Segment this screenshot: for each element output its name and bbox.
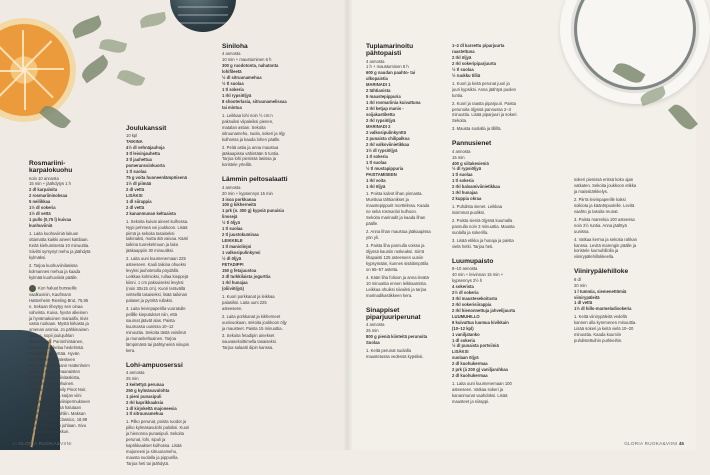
recipe-column-4 — [366, 43, 432, 368]
recipe-viinirypale — [574, 268, 640, 344]
recipe-sinappiset — [366, 307, 432, 360]
ingredient: 1 rkl rypsiöljyä — [222, 92, 252, 98]
ingredient: 1 valkosipulinkynsi — [222, 250, 261, 256]
ingredient: 2 rkl hienonnettuja jahvelijuurta — [452, 307, 516, 313]
recipe-step: 2. Laita porkkanat ja kikherneet uunivuokaan, sekoita joukkoon öljy ja mausteet. Paista 15 minuuttia. — [222, 313, 287, 331]
ingredient: 1 tl sokeria — [452, 178, 474, 184]
ingredient: 1 dl kirjokeltä majoneesia — [126, 405, 177, 411]
recipe-title: Viinirypälehilloke — [574, 268, 629, 276]
ingredient: 2 rkl valkoviinietikkaa — [366, 141, 410, 147]
ingredient: ½ tl mustapippuria — [366, 165, 404, 171]
ingredient: Suolaa — [366, 340, 380, 346]
recipe-step: 2. Peitä astia ja anna maustua jääkaapissa vähintään 6 tuntia. Tarjoa lohi pienissä lasissa ja koristele yrteillä. — [222, 144, 280, 168]
recipe-step: 4. Vatkaa kerma ja sekoita rahkan kanssa. Levitä marengin päälle ja koristele luumuhillolla ja viinirypälehillokkeella. — [574, 236, 638, 260]
ingredient: 3 rkl maustesekoitusta — [452, 295, 498, 301]
ingredient: 2 dl vettä — [126, 186, 145, 192]
recipe-step: 1. Poista kalvot lihan pinnasta. Murskaa tähtianikset ja maustepippurit morttelissa. Kaada ne sekä rosmariini kulhoon. Sekoita marinadit ja kaada lihan päälle. — [366, 191, 430, 227]
recipe-time: 25 min — [126, 375, 139, 381]
recipe-title: Luumupaisto — [452, 257, 494, 265]
ingredient: ½ tl öljyä — [222, 220, 240, 226]
ingredient: 4 sokerista — [452, 283, 474, 289]
ingredient: 2 tähtianista — [366, 88, 391, 94]
ingredient: 2 dl vettä — [126, 204, 145, 210]
ingredient: 1 tl sokeria — [222, 86, 244, 92]
ingredient: 100 g kikherneitä — [222, 202, 256, 208]
ingredient: 1½ dl rypsiöljyä — [366, 147, 398, 153]
ingredient: 2 rkl sokerisiirappia — [452, 301, 492, 307]
ingredient: 1½ dl hillo-marmeladisokeria — [574, 306, 632, 312]
recipe-title: Tuplamarinoitu pähtopaisti — [366, 43, 414, 58]
recipe-step: 1. Pilko perunat, poista ruodot ja pilko kylmäsavulohi paloiksi. Kuori ja hienonna punasipuli. Sekoita perunat, lohi, sipuli ja kaprikkaakset kulhossa. Lisää majoneesi ja sitruunamehu, mausta suolalla ja pippurilla. Tarjoa heti tai jäähdytä. — [126, 419, 190, 467]
magazine-name-right: GLORIA RUOKA&VIINI — [624, 441, 678, 446]
recipe-luumupaisto-continued — [574, 177, 640, 260]
recipe-step: 2. Laita uuni kuumenemaan 225 asteeseen. Kauli taikina ohueksi levyksi jauhotetulla pöydällä. Leikkaa kolmioksi, rullaa kieppejä kiinni. 1 cm paksuiseksi levyksi (noin 30x15 cm). Kuori terävällä veitsellä tasaiseksi, lisää taikinan palaset ja pyöritä rullaksi. — [126, 256, 189, 303]
ingredient: (oliiviöljyä) — [222, 285, 244, 291]
recipe-step: 3. Paista marenkia 100 asteessa noin 2½ tuntia. Anna jäähtyä uunissa. — [574, 216, 635, 234]
recipe-serves: 8–10 annosta — [452, 266, 478, 272]
recipe-title: Rosmariini-karpalokuohu — [29, 160, 73, 175]
recipe-rosmariini — [29, 160, 91, 435]
ingredient-group: LUUMUHILLO — [452, 313, 480, 319]
recipe-step: 2. Anna lihan maustua jääkaapissa yön yli. — [366, 229, 431, 241]
ingredient: 300 g ruodotonta, nahatonta lohifileetä — [222, 63, 279, 75]
recipe-step: 2. Paista sieniä öljyssä kuumalla pannulla noin 3 minuuttia. Mausta suolalla ja sokerilla. — [452, 218, 515, 235]
ingredient: 1 tl sokeria — [366, 153, 388, 159]
ingredient-group: LISÄKSI — [126, 192, 143, 198]
recipe-piparjuuri-continued — [452, 43, 518, 132]
ingredient: ½ dl öljyä — [222, 256, 242, 262]
wine-tip-text: Kun haluat bursseille vaalkuvinin, Kaufmann Hattenheim Riesling Brut, 75,95 e, Sekaan tiheytyy sen oinaa vahvinta. Kuiva, hyvän alkeinen ja hyvämakuinen maraalfa, tiivis vasta ruokaan. Mystä kirkasta ja omenan aromia. Jo pähkinainen makua, sopii joulujuhlan kuohuntaan. Paroinhintainen, kotielu ja sukkelaa hedelmää. Viihdyttää ja viettää. Hyvän kivaleskeen, kivaleskeen kunnossa Kaufmann Hattenheim Riesling Brut, kanaanaisten lääkeksi Mystä viinitaskista, konsumenttinkuohuinen. Erinomainen Family Pinot Noir, 18,90 e, on upea sarjan viini vaniljalisin, punaviinipermukseen kun juhlapöydässä halutaan vivahteikkuutta juhliin. Maksan Antinori Chianti Classico, 18,99 e, on kokonainen juhlaan. Sivu on kuohuviiniherkkun. — [29, 285, 90, 434]
ingredient: 3 keitettyä perunaa — [126, 381, 164, 387]
recipe-title: Pannusienet — [452, 140, 492, 148]
recipe-time: 10 min + maustuminen 6 h — [222, 57, 272, 63]
ingredient: 1½ dl vettä — [29, 211, 51, 217]
ingredient: 2 dl kuohukermaa — [452, 373, 488, 379]
recipe-step: 3. Lisää etikka ja hunaja ja paista vielä hetki. Tarjoa heti. — [452, 237, 514, 249]
ingredient: 2 rkl ketjap manis -soijakastiketta — [366, 106, 404, 118]
ingredient: 1 pieni punasipuli — [126, 393, 162, 399]
recipe-title: Lohi-ampuoserssi — [126, 361, 183, 369]
ingredient-group: LEIKKELE — [222, 238, 243, 244]
recipe-time: 15 min — [452, 154, 465, 160]
ingredient: 800 g pieniä kiinteitä perunoita — [366, 334, 428, 340]
folio-right — [624, 441, 684, 446]
recipe-tuplamarinoitu — [366, 43, 432, 299]
magazine-name-left: GLORIA RUOKA&VIINI — [18, 441, 72, 446]
recipe-serves: 4 annosta — [366, 322, 385, 328]
recipe-title: Joulukanssit — [126, 125, 167, 132]
ingredient: 2 tl juustokuminaa — [222, 232, 259, 238]
ingredient: 1 rkl rosmariinia kuivattuna — [366, 100, 421, 106]
ingredient: 2 punaista chilipalkoa — [366, 135, 410, 141]
recipe-serves: 4 annosta — [452, 148, 471, 154]
ingredient: ½ dl rypsiöljyä — [452, 166, 482, 172]
ingredient: 4½ dl vehnäjauhoja — [126, 145, 165, 151]
recipe-step: 2. Kuori ja raasta piparjuuri. Paista perunoita öljyssä pannussa 2–3 minuuttia. Lisää piparjuuri ja sokeri. Sekoita. — [452, 100, 518, 124]
recipe-step: 1. Keitä viinirypäleitä vedellä kannen alla kymmenen minuuttia. Lisää sokeri ja keitä vielä 10–20 minuuttia. Kaada kuumiin puhdistettuihin purkkeihin. — [574, 314, 637, 344]
ingredient: 1 l tummia, siemenettömiä viinirypäleitä — [574, 288, 627, 300]
recipe-title: Sinappiset piparjuuriperunat — [366, 306, 421, 321]
ingredient-group: MARINADI 1 — [366, 82, 391, 88]
recipe-step: 1. Sekoita kuivat aineet kulhossa. Nypi pehmeä voi joukkoon. Lisää piimä ja sekoita tasaiseksi taikinaksi, mutta älä vaivaa. Kääri taikina tuorekelmuun ja laita jääkaappiin 30 minuutiksi. — [126, 218, 189, 254]
page-gutter — [343, 0, 353, 450]
ingredient: 1 tl maniolinjoi — [222, 244, 252, 250]
ingredient: 1 vaniljatanko — [452, 331, 480, 337]
recipe-serves: 4 annosta — [126, 369, 145, 375]
recipe-step: 3. Paista liha pannulla voissa ja öljyssä kauniin ruskeaksi. Siirrä lihapaisti 125 asteeseen uuniin kypsymään, kunnes sisälämpötila on 55–57 astetta. — [366, 243, 429, 272]
recipe-siniloha — [222, 43, 288, 168]
ingredient: 2 dl kuohukermaa — [452, 361, 488, 367]
recipe-step: 2. Piirrä leivinpaperille kaksi soikiota ja kääntöpuolelle. Levitä vaahto ja tasoita reunat. — [574, 196, 635, 214]
recipe-step: sokeri pienissä erissä koko ajan vatkaten. Sekoita joukkoon etikka ja maissitärkkelys. — [574, 177, 637, 194]
ingredient: 2 rkl sokeripiparjuurta — [452, 60, 496, 66]
recipe-step: 2. Tarjoa kuohuviinilasissa kolmannes mehua ja kaada kylmää kuohuviiniä päälle. — [29, 262, 81, 280]
ingredient-group: FETADIPPI — [222, 262, 244, 267]
ingredient: 250 g kylmäsavulohta — [126, 387, 170, 393]
wine-tip — [29, 285, 91, 435]
recipe-step: 3. Laita leivinpaperilla vuoratulle pellille kieputukset niin, että saumat jäävät alas. Paista kuumassa uunissa 10–12 minuuttia. Sekoita tästä voisilmä ja munankeltuainen. Tarjoa lämpimänä tai jäähtyneinä siirupin kera. — [126, 305, 190, 353]
ingredient: ½ tl suolaa — [452, 66, 474, 72]
ingredient: 1 rkl hunajaa — [452, 190, 478, 196]
recipe-step: 1. Laita kuohuviiniä lukuun ottamatta kaikki aineet kattilaan. Keitä kiehumisesta 10 minuuttia. Siivilöi syntynyt mehu ja jäähdytä kylmäksi. — [29, 231, 91, 260]
ingredient: 1 dl sokeria — [452, 337, 476, 343]
ingredient: 1 tl suolaa — [452, 172, 473, 178]
recipe-step: 1. Keitä perunat suolalla maustetussa vedessä kypsiksi. — [366, 347, 424, 359]
ingredient: 600 g naudan paahto- tai ulkopaistia — [366, 70, 416, 82]
ingredient: 1 dl vettä — [574, 300, 593, 306]
ingredient: 3 tl jauhettua pomeranssinkuorta — [126, 157, 165, 169]
ingredient: 1 rkl hunajaa — [222, 279, 248, 285]
ingredient: ½ tl suolaa — [222, 81, 244, 87]
ingredient: 2 prk (á 200 g) vaniljarahkaa — [452, 367, 508, 373]
recipe-luumupaisto — [452, 258, 518, 405]
recipe-column-2 — [126, 125, 190, 475]
ingredient: 5 maustepippuria — [366, 94, 401, 100]
ingredient: 8 shooterlasia, sitruunamelissaa tai mintua — [222, 98, 287, 110]
recipe-serves: 4 annosta — [222, 51, 241, 57]
ingredient: 400 g siitakesieniä — [452, 160, 489, 166]
recipe-peltosalaatti — [222, 176, 288, 351]
recipe-step: 1. Puhdista sienet. Leikkaa isoimmat puoliksi. — [452, 204, 503, 216]
recipe-title: Siniloha — [222, 43, 248, 50]
ingredient: 1 tl suolaa — [366, 159, 387, 165]
recipe-serves: 8 dl — [574, 276, 581, 282]
ingredient: 1 rkl voita — [366, 177, 386, 183]
recipe-time: 40 min + leivinnan 15 min + kypsennys 2½ h — [452, 272, 504, 283]
wine-tip-icon — [29, 285, 36, 292]
ingredient: ½ ruukku tilliä — [452, 72, 481, 78]
ingredient: ½ dl punaista portviiniä — [452, 343, 499, 349]
ingredient: 1½ dl sokeria — [29, 205, 56, 211]
recipe-step: 1. Leikkaa lohi noin ½ cm:n paksuiksi viipaleiksi pienen, matalan astian. Sekoita sitruunamehu, suola, sokeri ja öljy kulhossa ja kaada lohen päälle. — [222, 112, 286, 142]
ingredient: 2 rosmariininoksaa — [29, 193, 68, 199]
ingredient: 3 tl leivinjauhetta — [126, 151, 160, 157]
ingredient-group: TAIKINA — [126, 139, 143, 145]
recipe-pannusieni — [452, 140, 518, 250]
recipe-step: 3. Mausta suolalla ja tillillä. — [452, 126, 502, 132]
ingredient: 1 pullo (0,75 l) kuivaa kuohuviiniä — [29, 217, 72, 229]
recipe-column-3 — [222, 43, 288, 359]
recipe-time: 15 min + jäähdytys 1 h — [29, 181, 72, 187]
recipe-step: 1. Kuori porkkanat ja leikkaa palasiksi. Laita uuni 225 asteeseen. — [222, 293, 275, 311]
ingredient: 5 neilikkaa — [29, 199, 51, 205]
ingredient: suolaan öljyä — [452, 355, 479, 361]
ingredient: 75 g voita huoneenlämpöisenä — [126, 174, 187, 180]
ingredient: 1 rkl öljyä — [366, 183, 386, 189]
recipe-column-6 — [574, 175, 640, 352]
recipe-serves: 4 annosta — [366, 58, 385, 64]
recipe-title: Lämmin peltosalaatti — [222, 176, 288, 184]
ingredient: 1½ dl piimää — [126, 180, 152, 186]
recipe-joulukanssit — [126, 125, 190, 354]
page-number-right: 45 — [678, 441, 684, 446]
folio-left — [12, 441, 72, 446]
recipe-time: 20 min + kypsennys 15 min — [222, 190, 273, 196]
ingredient: 1–2 dl karsettu piparjuurta raastettuna — [452, 43, 505, 54]
ingredient: 2 rkl balsamiviinietikkaa — [452, 184, 500, 190]
ingredient: 2 rkl kaprikkaaksia — [126, 399, 164, 405]
ingredient: 1 tl suolaa — [222, 226, 243, 232]
ingredient: 2 rkl öljyä — [452, 54, 472, 60]
ingredient: 2 valkosipulinkynttä — [366, 129, 407, 135]
recipe-step: 4. Kääri liha folioon ja anna levätä 10 minuuttia ennen leikkaamista. Leikkaa ohuiksi siivuiksi ja tarjoa marinadikastikkeen kera. — [366, 274, 429, 298]
ingredient: 8 kuivattua luumua kivikkain (10–12 kpl) — [452, 319, 509, 331]
ingredient: 2 kuppia okraa — [452, 196, 482, 202]
recipe-serves: 10 kpl — [126, 133, 138, 139]
ingredient: 2 kananmunan keltuaista — [126, 210, 176, 216]
ingredient-group: LISÄKSI — [452, 349, 469, 355]
recipe-serves: 4 annosta — [222, 184, 241, 190]
recipe-step: 3. Sekoita fetadipin ainekset sauvasekoittimella tasaiseksi. Tarjoa salaatti dipin kanssa. — [222, 333, 277, 351]
ingredient: 1 prk (n. 300 g) kypsiä punaisia linssejä — [222, 208, 284, 220]
ingredient: 2 rkl rypsiöljyä — [366, 118, 396, 124]
recipe-step: 1. Laita uuni kuumenemaan 100 asteeseen. Vatkaa sokeri ja kananmunat vaahdoksi. Lisää mausteet ja siirappi. — [452, 381, 512, 405]
ingredient: 2 dl karpaloita — [29, 187, 58, 193]
ingredient-group: PAISTAMISEEN — [366, 171, 397, 177]
ingredient: 1 tl sitruunamehua — [126, 411, 164, 417]
recipe-time: 1 h + maustuminen 8 h — [366, 64, 409, 70]
recipe-column-5 — [452, 43, 518, 413]
ingredient: 1 tl suolaa — [126, 168, 147, 174]
ingredient: 2 dl turkkilaista jogurttia — [222, 273, 271, 279]
ingredient: 150 g fetajuustoa — [222, 267, 257, 273]
ingredient: ½ dl sitruunamehua — [222, 75, 262, 81]
recipe-lohi — [126, 362, 190, 468]
ingredient: 1 dl siirappia — [126, 198, 152, 204]
ingredient: 3 isoa porkkanaa — [222, 196, 256, 202]
recipe-step: 1. Kuori ja keitä perunat juuri ja juuri kypsiksi. Anna jäähtyä puolen tuntia. — [452, 80, 517, 98]
recipe-serves: noin 10 annosta — [29, 175, 59, 181]
ingredient: 2½ dl sokeria — [452, 289, 479, 295]
ingredient-group: MARINADI 2 — [366, 123, 391, 129]
recipe-time: 20 min — [574, 282, 587, 288]
page-number-left: 44 — [12, 441, 18, 446]
recipe-time: 25 min — [366, 328, 379, 334]
